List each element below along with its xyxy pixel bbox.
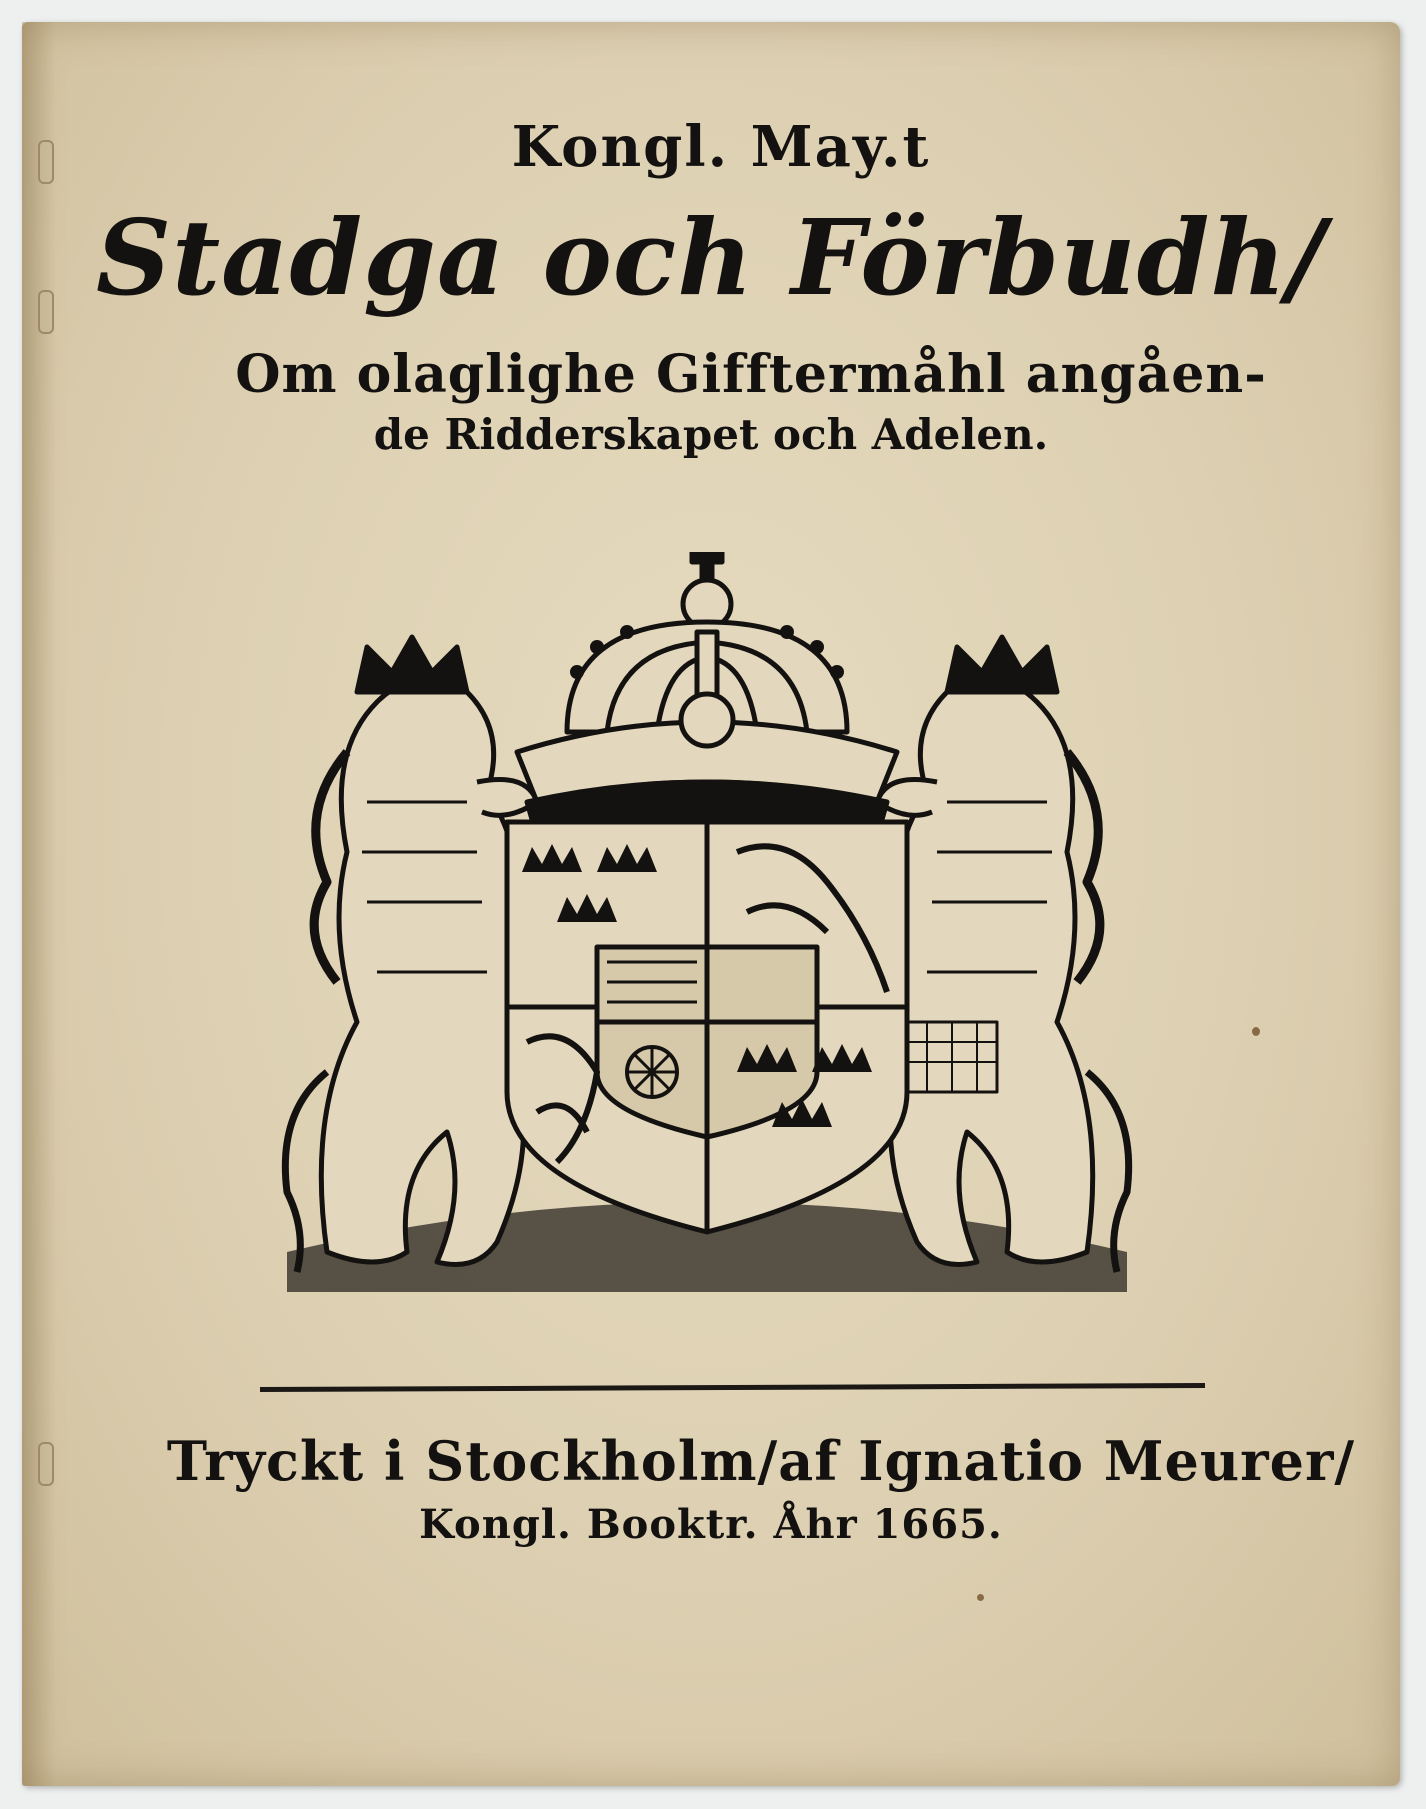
- document-page: [22, 22, 1400, 1786]
- royal-heading: Kongl. May.t: [511, 114, 931, 180]
- royal-crown-icon: [517, 552, 897, 837]
- document-subtitle-line2: de Ridderskapet och Adelen.: [373, 410, 1049, 459]
- paper-stain: [1252, 1027, 1260, 1036]
- imprint-line-2: Kongl. Booktr. Åhr 1665.: [419, 1501, 1003, 1548]
- divider-rule: [260, 1383, 1205, 1392]
- royal-coat-of-arms-icon: [267, 552, 1147, 1332]
- document-subtitle-line1: Om olaglighe Gifftermåhl angåen-: [235, 344, 1267, 405]
- paper-stain: [977, 1594, 984, 1601]
- shield-icon: [507, 822, 907, 1232]
- document-title: Stadga och Förbudh/: [95, 196, 1327, 319]
- imprint-line-1: Tryckt i Stockholm/af Ignatio Meurer/: [166, 1429, 1356, 1493]
